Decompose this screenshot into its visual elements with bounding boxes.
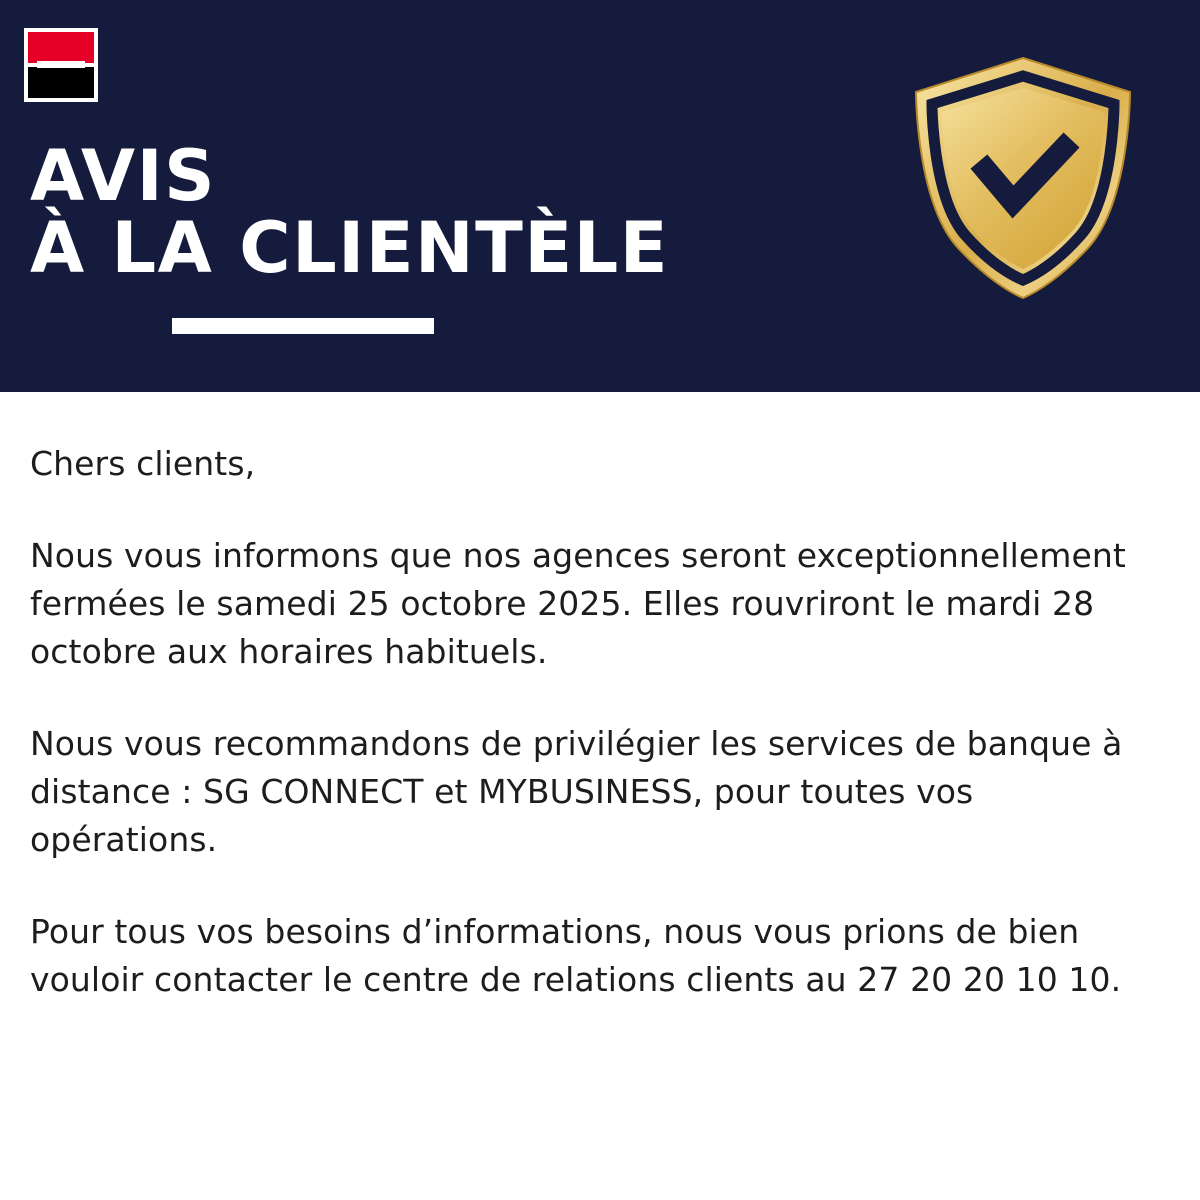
paragraph-contact-center: Pour tous vos besoins d’informations, nous vous prions de bien vouloir contacter le centre de relations clients au 27 20 20 10 10. (30, 912, 1122, 999)
paragraph-closure-dates: Nous vous informons que nos agences seront exceptionnellement fermées le samedi 25 octobre 2025. Elles rouvriront le mardi 28 octobre aux horaires habituels. (30, 536, 1126, 671)
salutation-text: Chers clients, (30, 444, 256, 483)
notice-body (0, 392, 1200, 1200)
paragraph-remote-banking: Nous vous recommandons de privilégier les services de banque à distance : SG CONNECT et MYBUSINESS, pour toutes vos opérations. (30, 724, 1123, 859)
page-title (30, 135, 850, 334)
title-line-2: À LA CLIENTÈLE (30, 207, 670, 289)
logo-black-block (28, 67, 94, 98)
logo-red-block (28, 32, 94, 63)
logo-white-bar (37, 61, 85, 68)
title-underline (172, 318, 434, 334)
societe-generale-logo (24, 28, 98, 102)
shield-check-icon (908, 52, 1138, 302)
poster-header (0, 0, 1200, 392)
title-line-1: AVIS (30, 135, 217, 217)
